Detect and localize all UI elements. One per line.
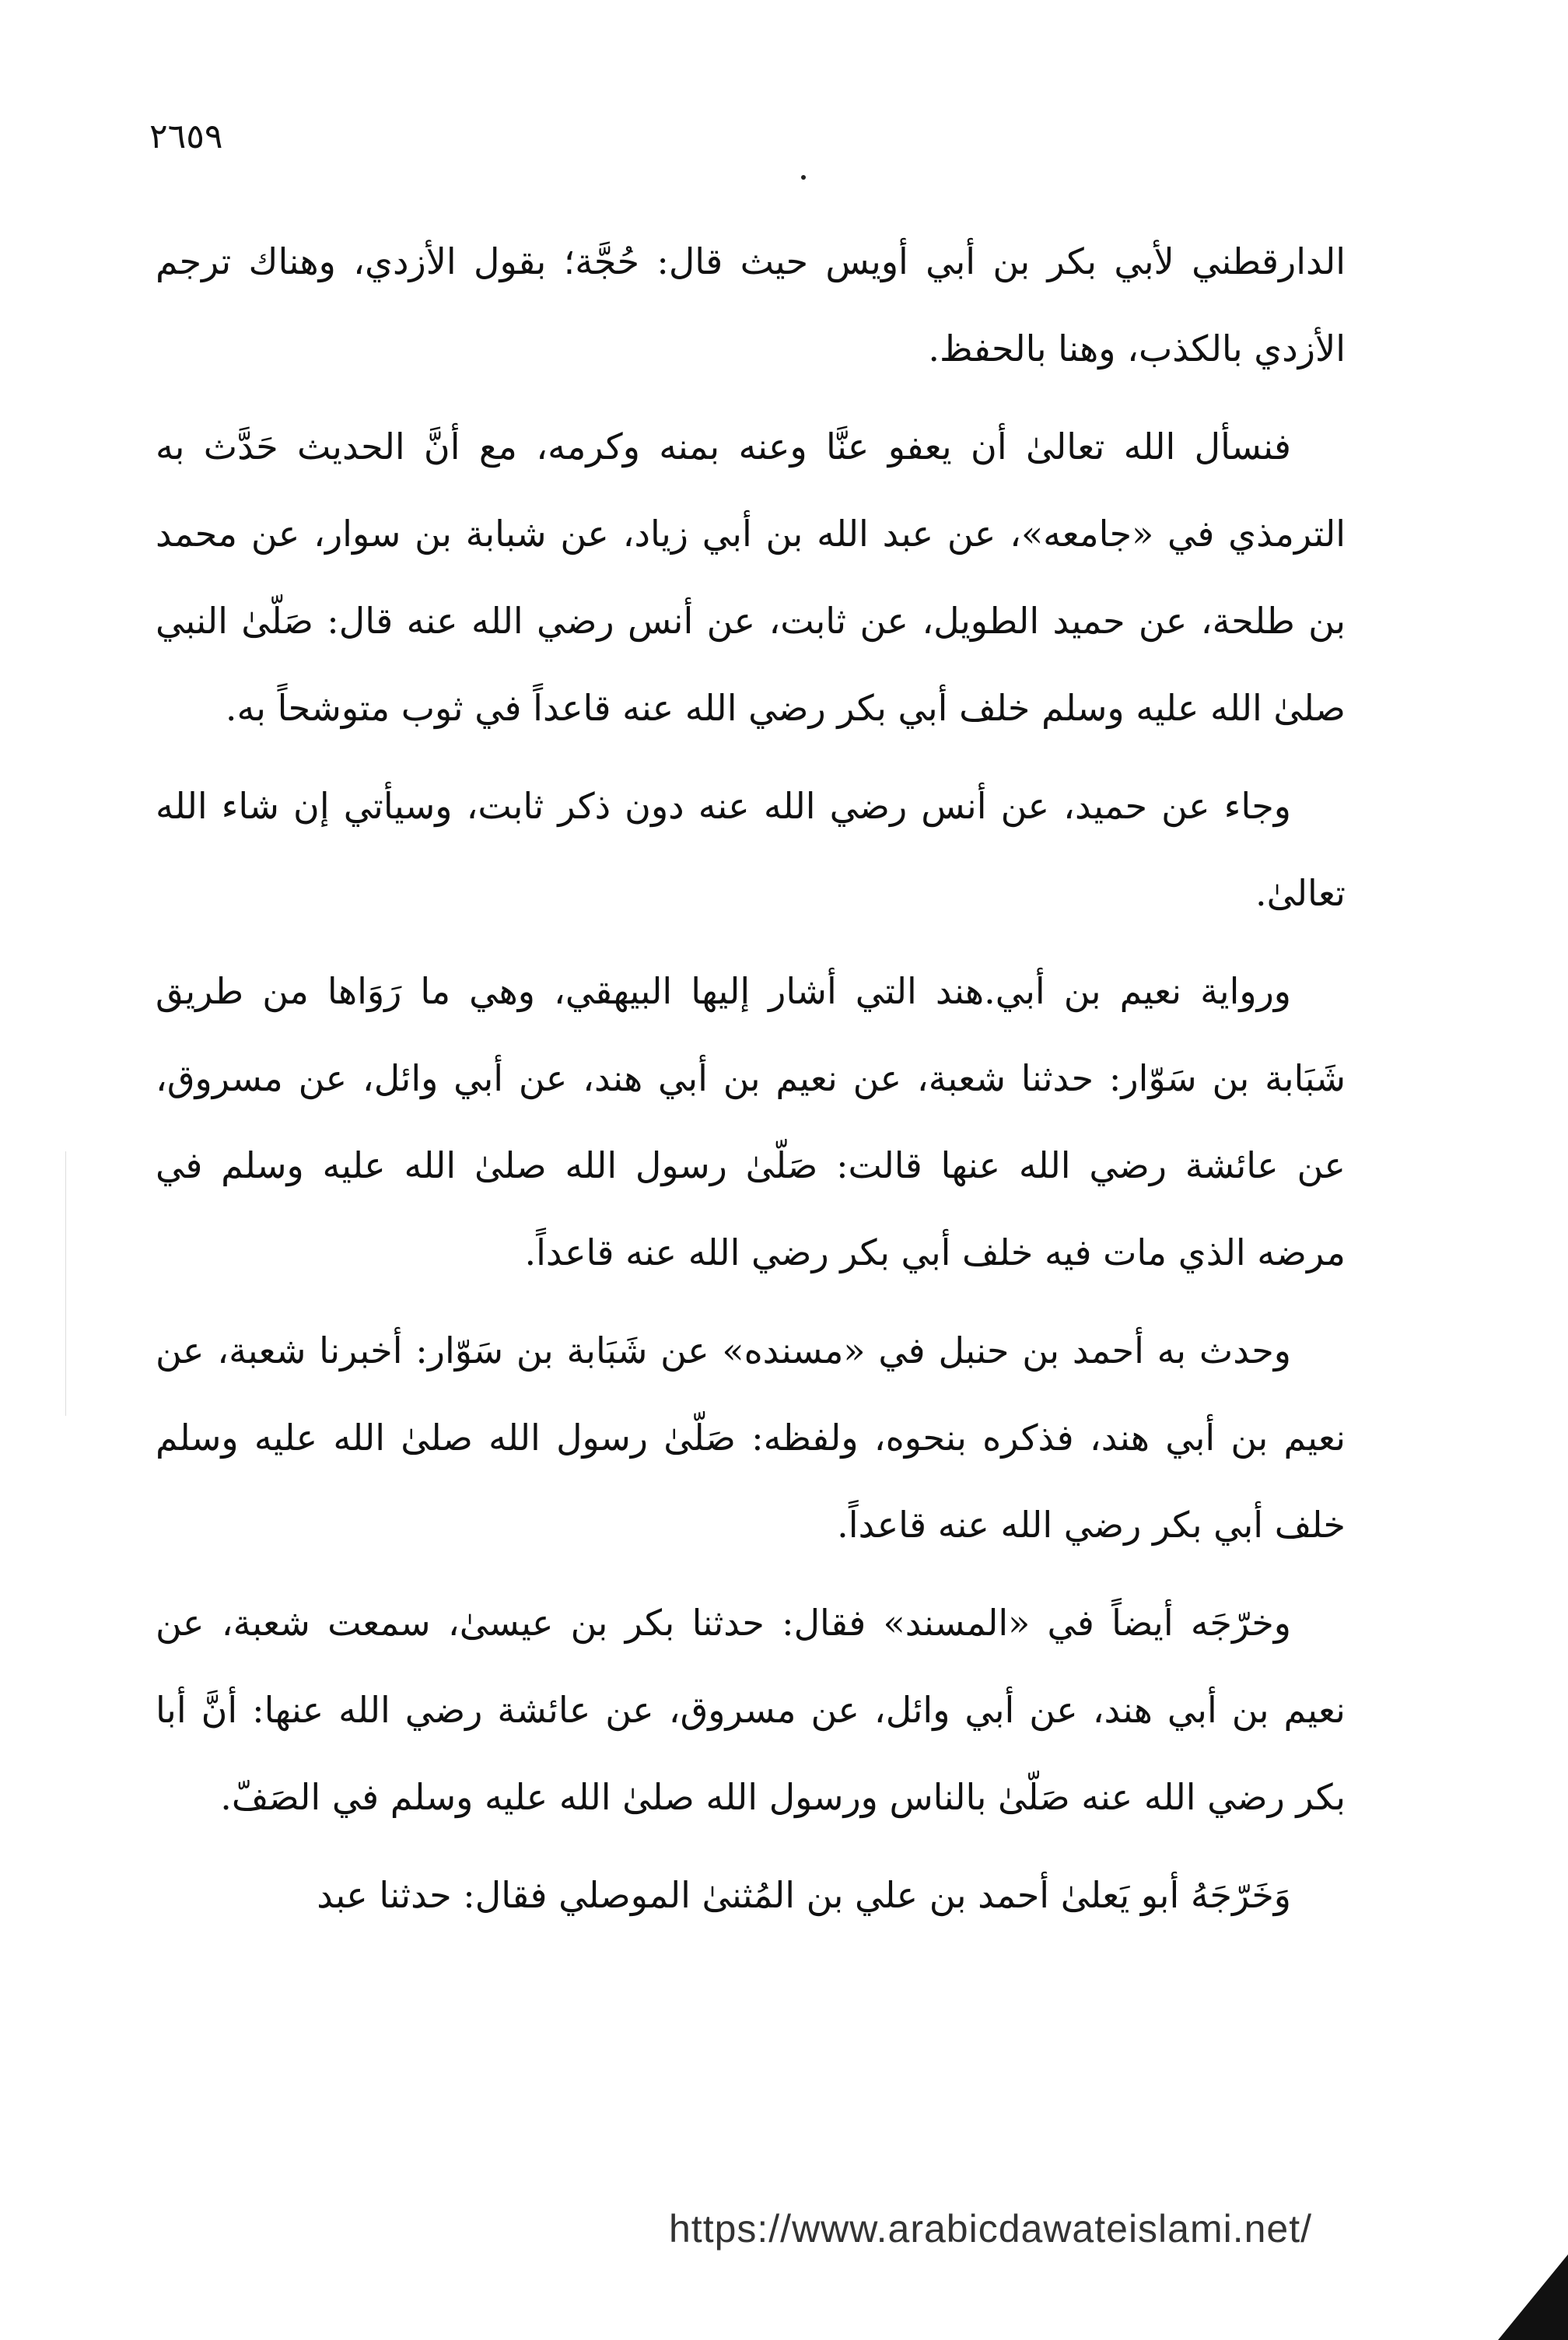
paragraph-1: الدارقطني لأبي بكر بن أبي أويس حيث قال: حُجَّة؛ بقول الأزدي، وهناك ترجم الأزدي بالكذب، وهنا بالحفظ. <box>156 240 1346 370</box>
paragraph-7: وَخَرّجَهُ أبو يَعلىٰ أحمد بن علي بن المُثنىٰ الموصلي فقال: حدثنا عبد <box>317 1874 1291 1916</box>
page-number: ٢٦٥٩ <box>149 117 223 156</box>
ink-dot <box>801 175 806 180</box>
margin-rule <box>65 1151 66 1416</box>
paragraph-2: فنسأل الله تعالىٰ أن يعفو عنَّا وعنه بمنه وكرمه، مع أنَّ الحديث حَدَّث به الترمذي في «جامعه»، عن عبد الله بن أبي زياد، عن شبابة بن سوار، عن محمد بن طلحة، عن حميد الطويل، عن ثابت، عن أنس رضي الله عنه قال: صَلّىٰ النبي صلىٰ الله عليه وسلم خلف أبي بكر رضي الله عنه قاعداً في ثوب متوشحاً به. <box>156 426 1346 729</box>
paragraph-6: وخرّجَه أيضاً في «المسند» فقال: حدثنا بكر بن عيسىٰ، سمعت شعبة، عن نعيم بن أبي هند، عن أبي وائل، عن مسروق، عن عائشة رضي الله عنها: أنَّ أبا بكر رضي الله عنه صَلّىٰ بالناس ورسول الله صلىٰ الله عليه وسلم في الصَفّ. <box>156 1602 1346 1818</box>
body-text <box>156 218 1346 1949</box>
paragraph-4: ورواية نعيم بن أبي.هند التي أشار إليها البيهقي، وهي ما رَوَاها من طريق شَبَابة بن سَوّار: حدثنا شعبة، عن نعيم بن أبي هند، عن أبي وائل، عن مسروق، عن عائشة رضي الله عنها قالت: صَلّىٰ رسول الله صلىٰ الله عليه وسلم في مرضه الذي مات فيه خلف أبي بكر رضي الله عنه قاعداً. <box>156 970 1346 1273</box>
page-corner-mark <box>1498 2254 1568 2340</box>
source-url: https://www.arabicdawateislami.net/ <box>669 2207 1313 2251</box>
paragraph-3: وجاء عن حميد، عن أنس رضي الله عنه دون ذكر ثابت، وسيأتي إن شاء الله تعالىٰ. <box>156 785 1346 914</box>
paragraph-5: وحدث به أحمد بن حنبل في «مسنده» عن شَبَابة بن سَوّار: أخبرنا شعبة، عن نعيم بن أبي هند، فذكره بنحوه، ولفظه: صَلّىٰ رسول الله صلىٰ الله عليه وسلم خلف أبي بكر رضي الله عنه قاعداً. <box>156 1329 1346 1546</box>
